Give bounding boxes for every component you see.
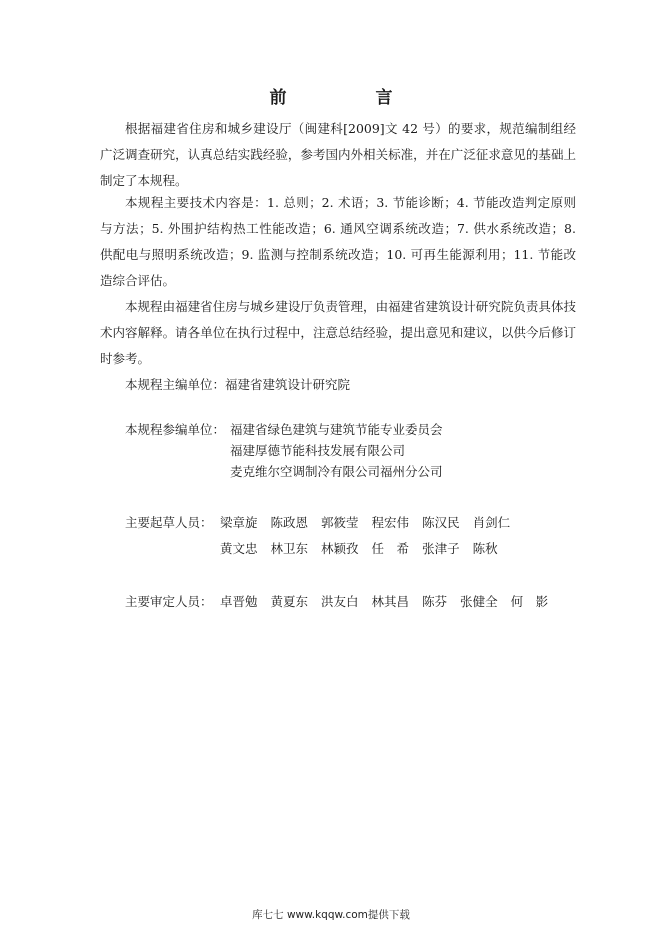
- drafter-name: 张津子: [422, 541, 460, 556]
- participant-unit: 福建厚德节能科技发展有限公司: [230, 443, 406, 458]
- reviewer-name: 林其昌: [371, 594, 410, 609]
- drafters-label: 主要起草人员：: [125, 515, 213, 530]
- drafters-names-row-2: [220, 539, 498, 559]
- download-footer: 库七七 www.kqqw.com提供下载: [252, 909, 410, 921]
- reviewer-name: 洪友白: [321, 594, 359, 609]
- preface-paragraph-1: 根据福建省住房和城乡建设厅（闽建科[2009]文 42 号）的要求，规范编制组经广泛调查研究，认真总结实践经验，参考国内外相关标准，并在广泛征求意见的基础上制定了本规程。: [100, 121, 576, 188]
- reviewer-name: 张健全: [460, 594, 498, 609]
- drafter-name: 陈秋: [472, 541, 498, 556]
- drafter-name: 郭筱莹: [321, 515, 359, 530]
- drafter-name: 任 希: [371, 541, 410, 556]
- preface-paragraph-2: 本规程主要技术内容是：1. 总则；2. 术语；3. 节能诊断；4. 节能改造判定原则与方法；5. 外围护结构热工性能改造；6. 通风空调系统改造；7. 供水系统改造；8. 供配电与照明系统改造；9. 监测与控制系统改造；10. 可再生能源利用；11. 节能改造综合评估。: [100, 195, 576, 288]
- drafter-name: 陈政恩: [270, 515, 309, 530]
- drafter-name: 黄文忠: [220, 541, 258, 556]
- drafter-name: 陈汉民: [422, 515, 460, 530]
- reviewers-label: 主要审定人员：: [125, 594, 213, 609]
- drafter-name: 林颖孜: [321, 541, 359, 556]
- preface-paragraph-3: 本规程由福建省住房与城乡建设厅负责管理，由福建省建筑设计研究院负责具体技术内容解释。请各单位在执行过程中，注意总结经验，提出意见和建议，以供今后修订时参考。: [100, 299, 576, 366]
- drafter-name: 肖剑仁: [472, 515, 511, 530]
- participant-unit: 福建省绿色建筑与建筑节能专业委员会: [230, 422, 443, 437]
- reviewers-names: [220, 592, 548, 612]
- reviewer-name: 黄夏东: [270, 594, 309, 609]
- drafter-name: 梁章旋: [220, 515, 258, 530]
- drafter-name: 程宏伟: [371, 515, 410, 530]
- drafter-name: 林卫东: [270, 541, 309, 556]
- participants-label: 本规程参编单位：: [125, 422, 226, 437]
- drafters-names-row-1: [220, 513, 510, 533]
- reviewer-name: 陈芬: [422, 594, 448, 609]
- chief-editor-line: 本规程主编单位：福建省建筑设计研究院: [125, 377, 351, 392]
- reviewer-name: 卓晋勉: [220, 594, 258, 609]
- page-title: 前 言: [269, 88, 429, 108]
- reviewer-name: 何 影: [510, 594, 549, 609]
- participant-unit: 麦克维尔空调制冷有限公司福州分公司: [230, 464, 443, 479]
